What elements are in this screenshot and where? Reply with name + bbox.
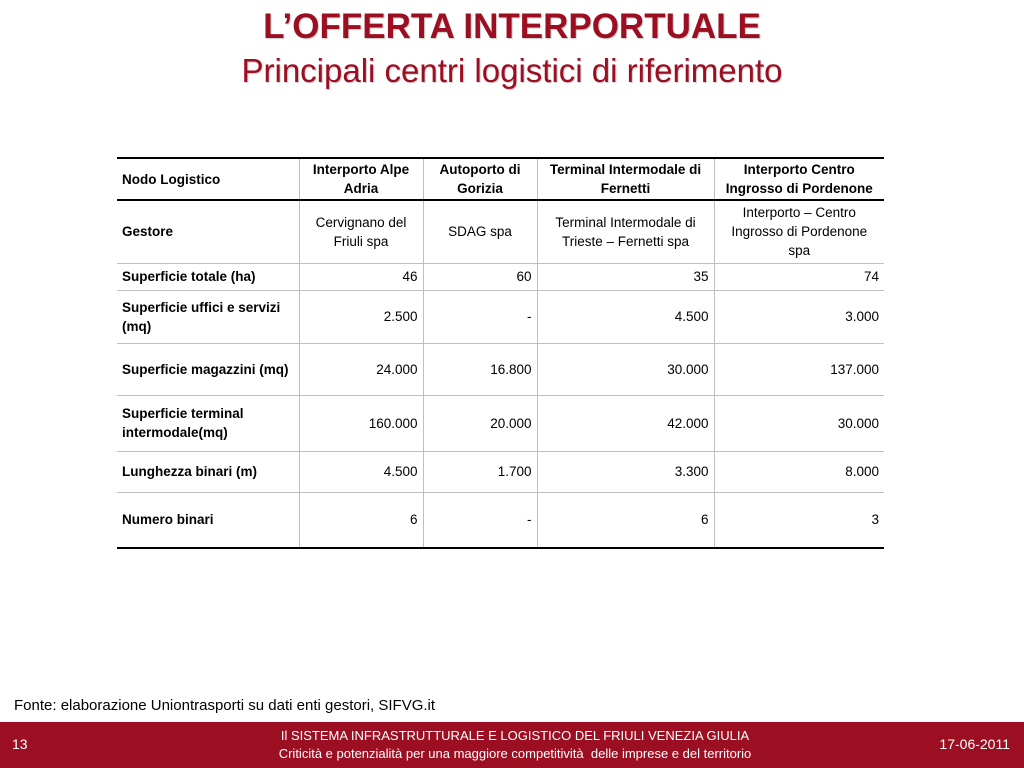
slide-number: 13 [12, 736, 28, 752]
table-cell: 8.000 [714, 451, 884, 492]
table-cell: Cervignano del Friuli spa [299, 200, 423, 263]
table-cell: 20.000 [423, 395, 537, 451]
table-cell: 6 [537, 492, 714, 548]
table-cell: 160.000 [299, 395, 423, 451]
logistics-centers-table [117, 157, 884, 549]
table-cell: 30.000 [537, 343, 714, 395]
table-cell: 74 [714, 263, 884, 290]
table-cell: 46 [299, 263, 423, 290]
source-note: Fonte: elaborazione Uniontrasporti su dati enti gestori, SIFVG.it [14, 697, 436, 714]
slide-title: L’OFFERTA INTERPORTUALE [263, 7, 761, 46]
table-cell: 42.000 [537, 395, 714, 451]
header-col-pordenone: Interporto Centro Ingrosso di Pordenone [714, 158, 884, 200]
table-cell: - [423, 492, 537, 548]
table-cell: 6 [299, 492, 423, 548]
row-label: Numero binari [122, 512, 214, 528]
slide-title-block [0, 6, 1024, 94]
row-label: Superficie uffici e servizi (mq) [117, 290, 299, 343]
table-row-gestore [117, 200, 884, 263]
footer-line-1: Il SISTEMA INFRASTRUTTURALE E LOGISTICO DEL FRIULI VENEZIA GIULIA [280, 728, 750, 743]
table-cell: 16.800 [423, 343, 537, 395]
table-cell: 4.500 [537, 290, 714, 343]
table-cell: Terminal Intermodale di Trieste – Fernetti spa [537, 200, 714, 263]
table-row-superficie-terminal [117, 395, 884, 451]
table-cell: 35 [537, 263, 714, 290]
table-row-superficie-magazzini [117, 343, 884, 395]
table-row-lunghezza-binari [117, 451, 884, 492]
header-label: Nodo Logistico [117, 158, 299, 200]
table-row-superficie-uffici [117, 290, 884, 343]
header-col-alpe-adria: Interporto Alpe Adria [299, 158, 423, 200]
footer-date: 17-06-2011 [939, 736, 1010, 752]
table-row-numero-binari [117, 492, 884, 548]
row-label: Superficie magazzini (mq) [117, 343, 299, 395]
row-label: Superficie terminal intermodale(mq) [117, 395, 299, 451]
table-cell: 24.000 [299, 343, 423, 395]
table-cell: - [423, 290, 537, 343]
table-cell: 2.500 [299, 290, 423, 343]
slide-subtitle: Principali centri logistici di riferimento [241, 52, 783, 89]
footer-bar [0, 722, 1024, 768]
table-header-row [117, 158, 884, 200]
header-col-gorizia: Autoporto di Gorizia [423, 158, 537, 200]
table-cell: Interporto – Centro Ingrosso di Pordenone spa [714, 200, 884, 263]
table-cell: 4.500 [299, 451, 423, 492]
row-label: Lunghezza binari (m) [117, 451, 299, 492]
footer-caption [220, 727, 810, 763]
row-label: Gestore [117, 200, 299, 263]
table-cell: 1.700 [423, 451, 537, 492]
table-cell: 30.000 [714, 395, 884, 451]
table-cell: 60 [423, 263, 537, 290]
table-cell: 3.000 [714, 290, 884, 343]
footer-line-2: Criticità e potenzialità per una maggiore competitività delle imprese e del territorio [278, 746, 752, 761]
table-cell: 137.000 [714, 343, 884, 395]
table-row-superficie-totale [117, 263, 884, 290]
row-label: Superficie totale (ha) [117, 263, 299, 290]
table-cell: SDAG spa [423, 200, 537, 263]
header-col-fernetti: Terminal Intermodale di Fernetti [537, 158, 714, 200]
table-cell: 3 [714, 492, 884, 548]
table-cell: 3.300 [537, 451, 714, 492]
